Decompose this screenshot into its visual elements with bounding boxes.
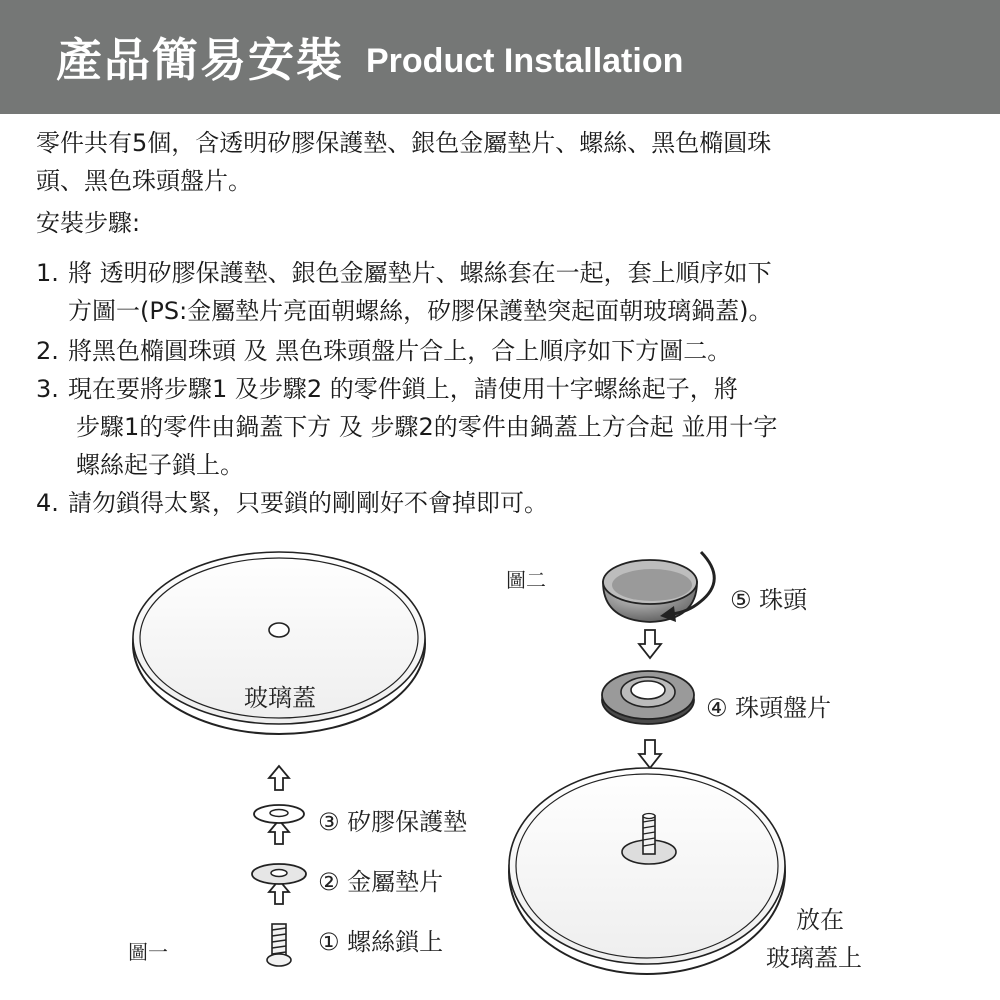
figure-2-caption: 圖二 xyxy=(506,568,546,592)
step-3 xyxy=(36,370,777,484)
header-banner xyxy=(0,0,1000,114)
installation-diagrams xyxy=(0,540,1000,1000)
intro-line-2: 頭、黑色珠頭盤片。 xyxy=(36,167,252,195)
bead-disc-icon xyxy=(602,671,694,724)
part-1-label: ① 螺絲鎖上 xyxy=(318,928,444,956)
figure-1-caption: 圖一 xyxy=(128,940,168,964)
step-2-line-1: 將黑色橢圓珠頭 及 黑色珠頭盤片合上，合上順序如下方圖二。 xyxy=(68,337,732,365)
step-3-line-3: 螺絲起子鎖上。 xyxy=(76,451,244,479)
down-arrow-icon xyxy=(639,740,661,768)
intro-line-1: 零件共有5個，含透明矽膠保護墊、銀色金屬墊片、螺絲、黑色橢圓珠 xyxy=(36,129,772,157)
step-3-line-1: 現在要將步驟1 及步驟2 的零件鎖上，請使用十字螺絲起子，將 xyxy=(68,375,738,403)
glass-lid-figure-2 xyxy=(509,768,785,974)
screw-icon xyxy=(267,924,291,966)
part-3-label: ③ 矽膠保護墊 xyxy=(318,808,468,836)
title-english: Product Installation xyxy=(366,41,684,80)
step-4 xyxy=(36,484,548,522)
metal-washer-icon xyxy=(252,864,306,884)
step-1-number: 1. xyxy=(36,259,59,287)
step-1-line-1: 將 透明矽膠保護墊、銀色金屬墊片、螺絲套在一起，套上順序如下 xyxy=(68,259,772,287)
step-3-line-2: 步驟1的零件由鍋蓋下方 及 步驟2的零件由鍋蓋上方合起 並用十字 xyxy=(76,413,778,441)
step-1-line-2: 方圖一(PS:金屬墊片亮面朝螺絲，矽膠保護墊突起面朝玻璃鍋蓋)。 xyxy=(68,297,773,325)
part-4-label: ④ 珠頭盤片 xyxy=(706,694,832,722)
lid-label: 玻璃蓋 xyxy=(244,684,316,712)
step-4-number: 4. xyxy=(36,489,59,517)
steps-heading: 安裝步驟: xyxy=(36,209,141,237)
step-3-number: 3. xyxy=(36,375,59,403)
up-arrow-icon xyxy=(269,766,289,790)
down-arrow-icon xyxy=(639,630,661,658)
part-2-label: ② 金屬墊片 xyxy=(318,868,444,896)
place-label-line-1: 放在 xyxy=(796,906,844,934)
parts-intro xyxy=(36,124,966,200)
diagram-drawing xyxy=(0,540,1000,1000)
step-1 xyxy=(36,254,773,330)
title-chinese: 產品簡易安裝 xyxy=(56,33,344,87)
part-5-label: ⑤ 珠頭 xyxy=(730,586,808,614)
step-2 xyxy=(36,332,731,370)
step-2-number: 2. xyxy=(36,337,59,365)
step-4-line-1: 請勿鎖得太緊，只要鎖的剛剛好不會掉即可。 xyxy=(68,489,548,517)
silicone-pad-icon xyxy=(254,805,304,823)
place-label-line-2: 玻璃蓋上 xyxy=(766,944,862,972)
